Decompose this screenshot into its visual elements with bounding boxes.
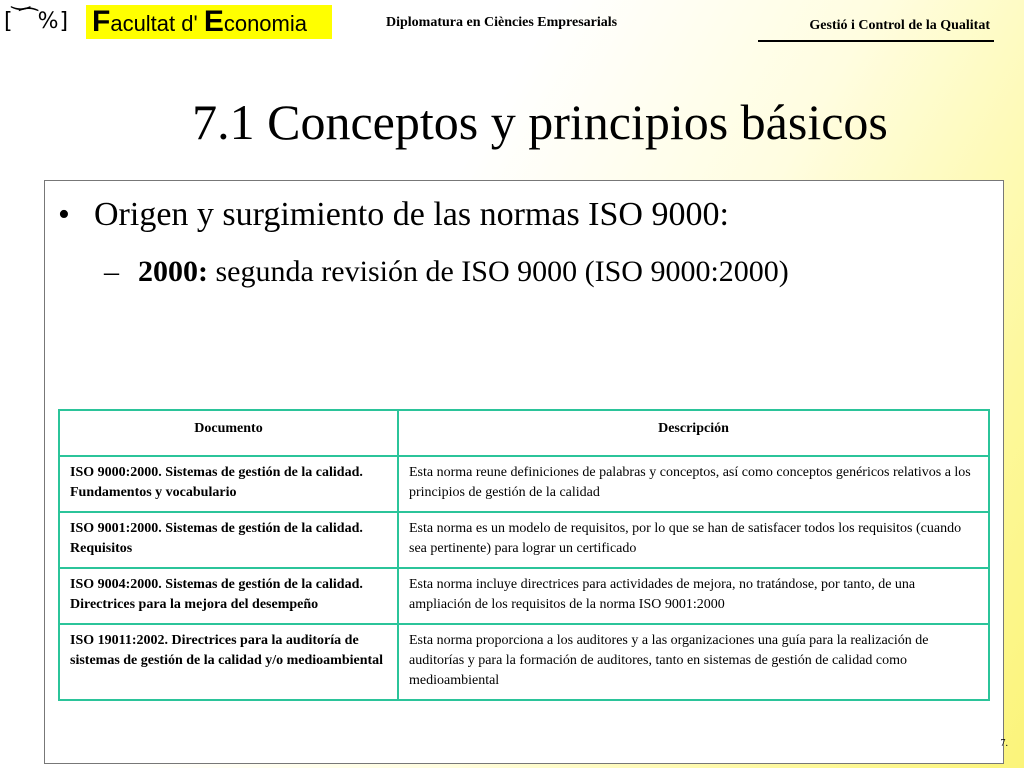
description-cell: Esta norma incluye directrices para actividades de mejora, no tratándose, por tanto, de una ampliación de los requisitos de la norma ISO 9001:2000 [398,568,989,624]
document-cell: ISO 19011:2002. Directrices para la auditoría de sistemas de gestión de la calidad y/o medioambiental [59,624,398,700]
logo-letter-e: E [203,5,224,38]
table-row [59,512,989,568]
description-cell: Esta norma es un modelo de requisitos, por lo que se han de satisfacer todos los requisitos (cuando sea pertinente) para lograr un certificado [398,512,989,568]
header-documento: Documento [59,410,398,456]
table-row [59,624,989,700]
faculty-logo [4,2,334,42]
document-cell: ISO 9004:2000. Sistemas de gestión de la calidad. Directrices para la mejora del desempeño [59,568,398,624]
sub-bullet-dash: – [104,255,119,288]
sub-bullet-bold: 2000: [138,255,208,288]
logo-text-1: acultat d' [110,11,204,36]
sub-bullet-text [138,252,864,292]
logo-letter-f: F [92,5,111,38]
logo-name [86,5,332,39]
description-cell: Esta norma proporciona a los auditores y a las organizaciones una guía para la realización de auditorías y para la formación de auditores, tanto en sistemas de gestión de calidad como medioambiental [398,624,989,700]
sub-bullet-item [104,252,864,292]
document-cell: ISO 9001:2000. Sistemas de gestión de la calidad. Requisitos [59,512,398,568]
document-cell: ISO 9000:2000. Sistemas de gestión de la calidad. Fundamentos y vocabulario [59,456,398,512]
description-cell: Esta norma reune definiciones de palabras y conceptos, así como conceptos genéricos relativos a los principios de gestión de la calidad [398,456,989,512]
header-descripcion: Descripción [398,410,989,456]
header-program: Diplomatura en Ciències Empresarials [386,15,618,30]
table-header-row [59,410,989,456]
header-course: Gestió i Control de la Qualitat [809,18,990,33]
logo-text-2: conomia [223,11,307,36]
iso-documents-table [58,409,990,701]
logo-mark: [ ͝ ͡ %] [4,9,70,34]
bullet-text: Origen y surgimiento de las normas ISO 9000: [94,196,729,233]
slide-title: 7.1 Conceptos y principios básicos [192,94,888,150]
page-number: 7. [1000,738,1008,749]
table-row [59,456,989,512]
sub-bullet-rest: segunda revisión de ISO 9000 (ISO 9000:2000) [208,255,789,288]
bullet-mark: • [58,196,70,233]
header-divider [758,40,994,42]
table-row [59,568,989,624]
bullet-item [58,194,729,236]
